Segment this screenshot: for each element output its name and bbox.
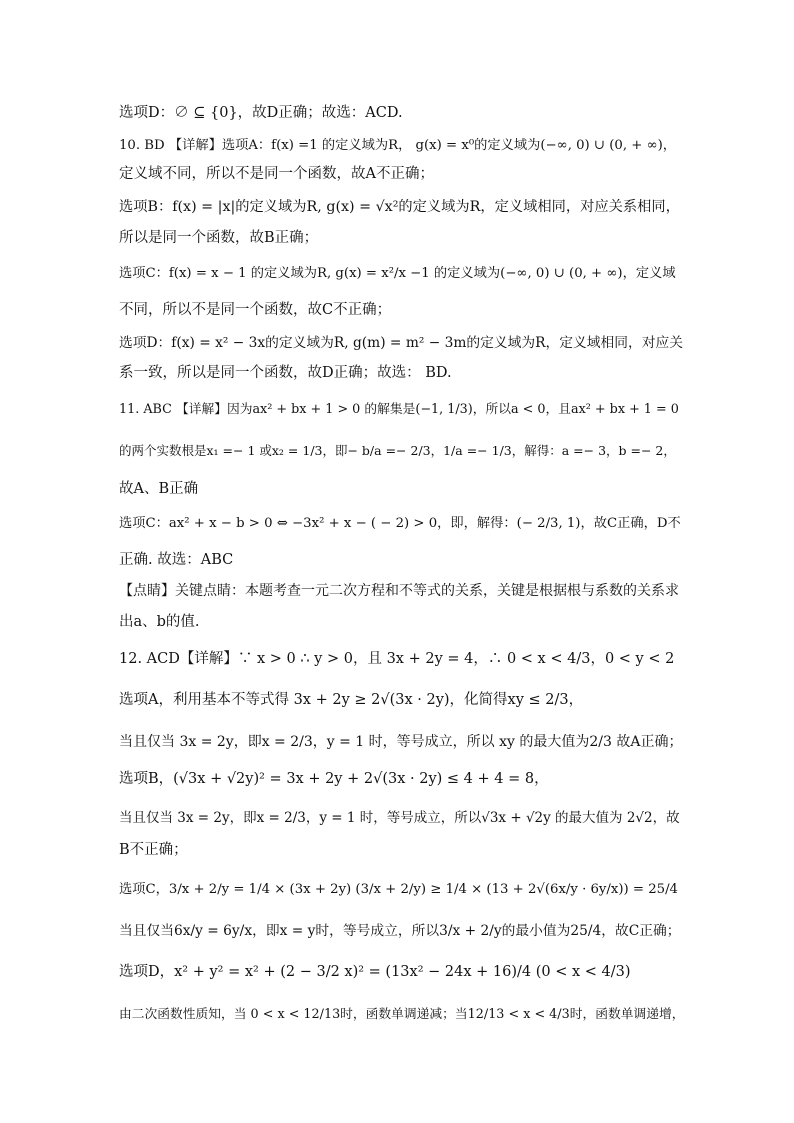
text-line: 选项D，x² + y² = x² + (2 − 3/2 x)² = (13x² − 24x + 16)/4 (0 < x < 4/3) [119,964,631,980]
text-line: 当且仅当6x/y = 6y/x，即x = y时，等号成立，所以3/x + 2/y的最小值为25/4，故C正确； [119,923,681,939]
text-line: B不正确； [119,842,188,858]
text-line: 系一致，所以是同一个函数，故D正确；故选： BD. [119,365,452,381]
text-line: 选项B：f(x) = |x|的定义域为R, g(x) = √x²的定义域为R，定义域相同，对应关系相同， [119,199,680,215]
text-line: 故A、B正确 [119,481,199,497]
text-line: 出a、b的值. [119,614,200,630]
text-line: 11. ABC 【详解】因为ax² + bx + 1 > 0 的解集是(−1, 1/3)，所以a < 0，且ax² + bx + 1 = 0 [119,402,679,417]
text-line: 【点睛】关键点睛：本题考查一元二次方程和不等式的关系，关键是根据根与系数的关系求 [119,583,679,599]
text-line: 所以是同一个函数，故B正确； [119,230,319,246]
text-line: 当且仅当 3x = 2y，即x = 2/3，y = 1 时，等号成立，所以√3x + √2y 的最大值为 2√2，故 [119,810,680,826]
text-line: 选项D：f(x) = x² − 3x的定义域为R, g(m) = m² − 3m的定义域为R，定义域相同，对应关 [119,335,684,351]
text-line: 正确. 故选：ABC [119,552,234,568]
text-line: 选项C，3/x + 2/y = 1/4 × (3x + 2y) (3/x + 2/y) ≥ 1/4 × (13 + 2√(6x/y · 6y/x)) = 25/4 [119,882,678,897]
text-line: 12. ACD【详解】∵ x > 0 ∴ y > 0，且 3x + 2y = 4，∴ 0 < x < 4/3，0 < y < 2 [119,651,675,667]
text-line: 选项C：f(x) = x − 1 的定义域为R, g(x) = x²/x −1 的定义域为(−∞, 0) ∪ (0, + ∞)，定义域 [119,266,676,281]
text-line: 不同，所以不是同一个函数，故C不正确； [119,302,392,318]
text-line: 由二次函数性质知，当 0 < x < 12/13时，函数单调递减；当12/13 < x < 4/3时，函数单调递增， [119,1007,685,1022]
text-line: 选项C：ax² + x − b > 0 ⇔ −3x² + x − ( − 2) > 0，即，解得：(− 2/3, 1)，故C正确，D不 [119,516,681,531]
text-line: 10. BD 【详解】选项A：f(x) =1 的定义域为R， g(x) = x⁰的定义域为(−∞, 0) ∪ (0, + ∞)， [119,138,677,153]
text-line: 选项A，利用基本不等式得 3x + 2y ≥ 2√(3x · 2y)，化简得xy ≤ 2/3， [119,692,584,708]
text-line: 定义域不同，所以不是同一个函数，故A不正确； [119,166,434,182]
text-line: 当且仅当 3x = 2y，即x = 2/3，y = 1 时，等号成立，所以 xy 的最大值为2/3 故A正确； [119,734,683,750]
text-line: 选项D：∅ ⊆ {0}，故D正确；故选：ACD. [119,105,403,121]
text-line: 选项B，(√3x + √2y)² = 3x + 2y + 2√(3x · 2y) ≤ 4 + 4 = 8， [119,771,549,787]
text-line: 的两个实数根是x₁ =− 1 或x₂ = 1/3，即− b/a =− 2/3，1/a =− 1/3，解得：a =− 3，b =− 2， [119,443,676,458]
